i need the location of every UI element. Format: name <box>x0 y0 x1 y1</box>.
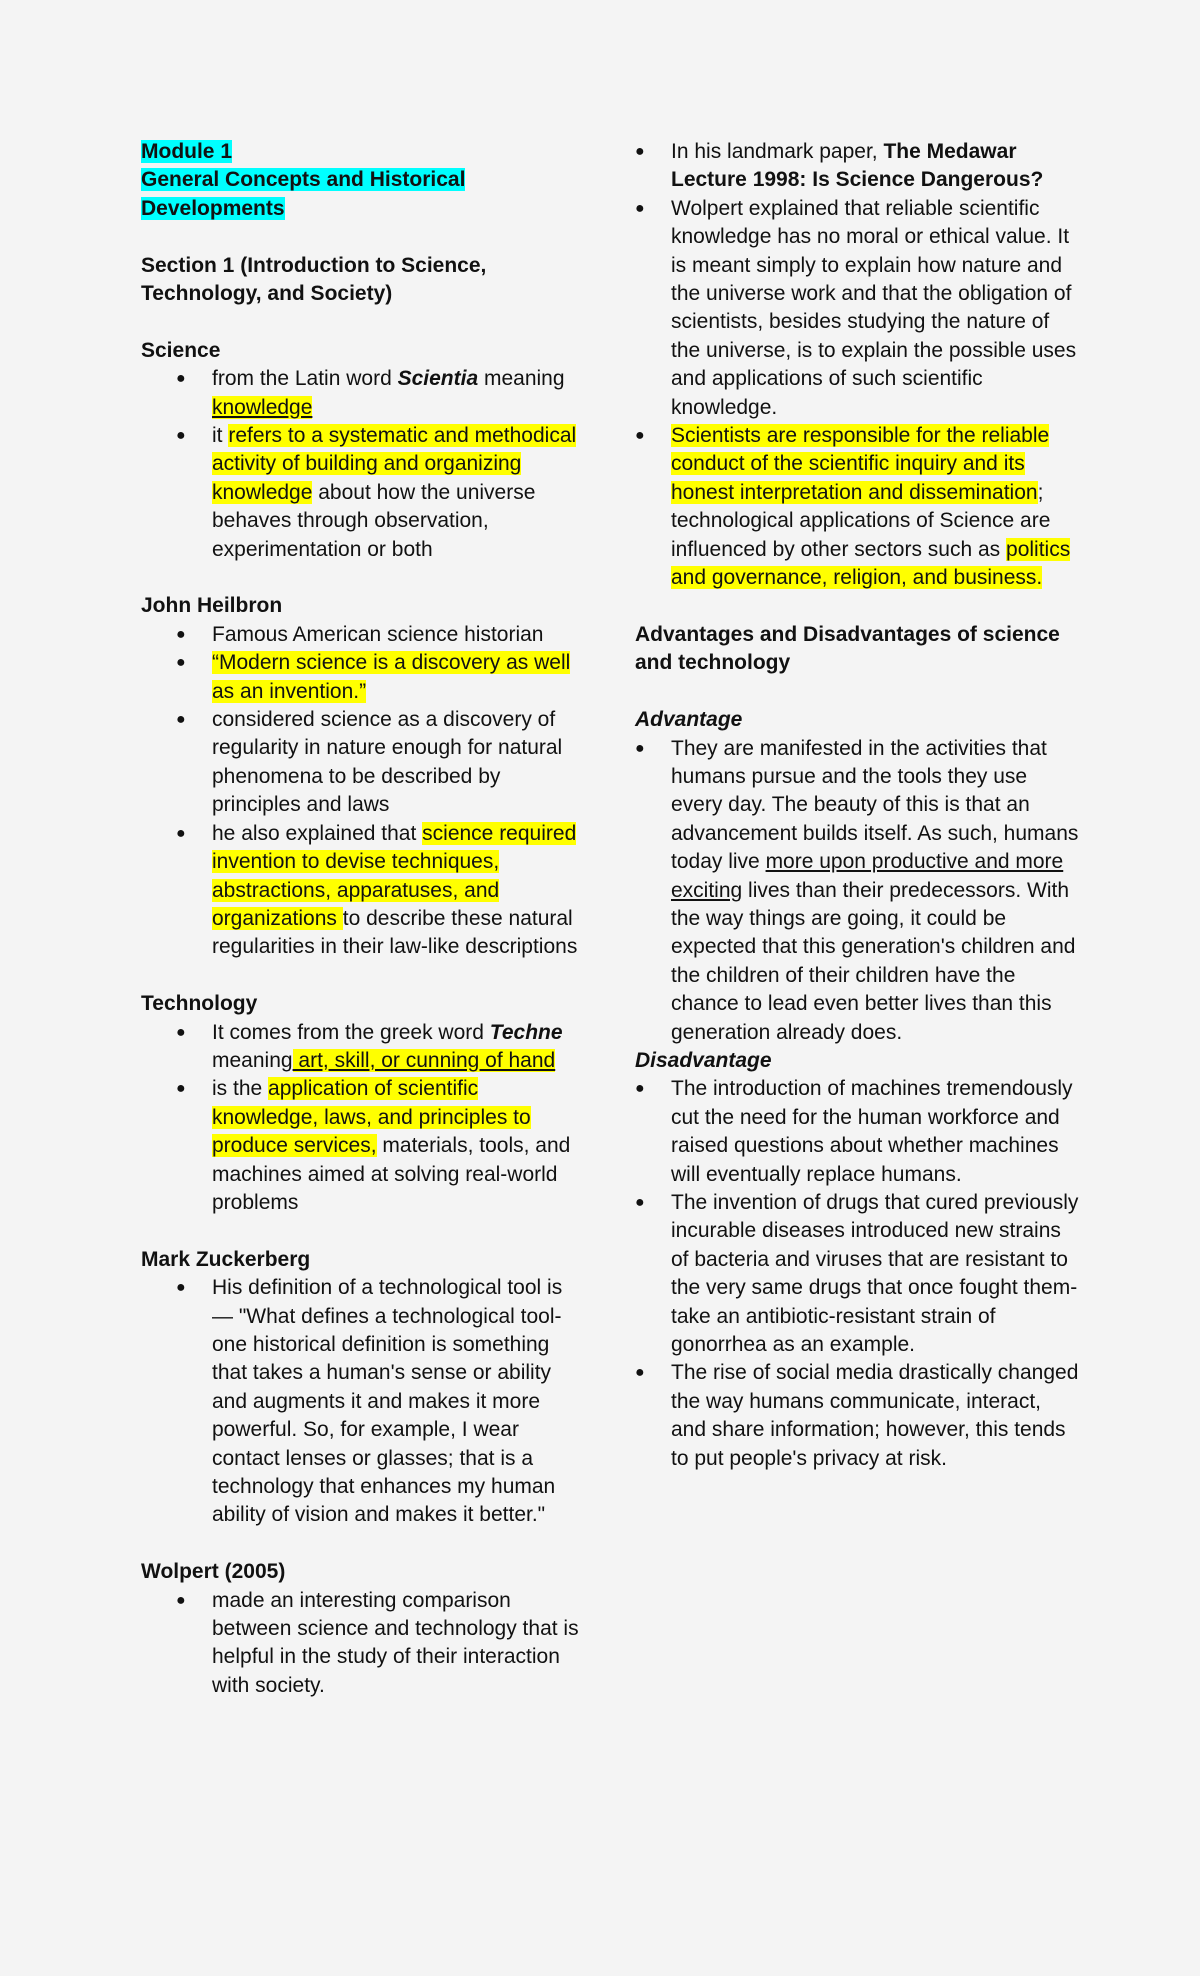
zuckerberg-list <box>141 1274 581 1530</box>
highlight: science required invention to devise techniques, abstractions, apparatuses, and organizations <box>212 821 577 930</box>
technology-list <box>141 1019 581 1218</box>
disadvantage-label: Disadvantage <box>635 1048 772 1072</box>
wolpert-list <box>141 1587 581 1701</box>
right-column <box>635 138 1080 1473</box>
highlight: Scientists are responsible for the reliable conduct of the scientific inquiry and its honest interpretation and dissemination <box>671 424 1050 504</box>
text: It comes from the greek word <box>212 1020 490 1044</box>
scientia-term: Scientia <box>397 367 479 391</box>
list-item: ● His definition of a technological tool is— "What defines a technological tool-one historical definition is something that takes a human's sense or ability and augments it and makes it more powerful. So, for example, I wear contact lenses or glasses; that is a technology that enhances my human ability of vision and makes it better." <box>141 1274 581 1530</box>
text: In his landmark paper, <box>671 140 884 163</box>
techne-term: Techne <box>489 1020 563 1044</box>
heilbron-heading: John Heilbron <box>141 594 283 618</box>
knowledge-term: knowledge <box>212 395 313 419</box>
list-item <box>141 820 581 962</box>
science-list <box>141 365 581 564</box>
text: from the Latin word <box>212 367 398 391</box>
text: to describe these natural regularities in their law-like descriptions <box>212 906 578 959</box>
heilbron-list <box>141 621 581 962</box>
text: They are manifested in the activities that humans pursue and the tools they use every day. The beauty of this is that an advancement builds itself. As such, humans today live <box>671 736 1079 874</box>
list-item: ● Famous American science historian <box>141 621 581 649</box>
list-item: ● Wolpert explained that reliable scientific knowledge has no moral or ethical value. It is meant simply to explain how nature and the universe work and that the obligation of scientists, besides studying the nature of the universe, is to explain the possible uses and applications of such scientific knowledge. <box>600 195 1080 422</box>
wolpert-continued-list <box>600 138 1080 593</box>
list-item <box>141 649 581 706</box>
list-item <box>600 735 1080 1047</box>
list-item <box>600 422 1080 592</box>
zuckerberg-heading: Mark Zuckerberg <box>141 1247 311 1271</box>
module-title-line1: Module 1 <box>141 140 233 163</box>
highlight: application of scientific knowledge, laws, and principles to produce services, <box>212 1077 531 1158</box>
text: lives than their predecessors. With the way things are going, it could be expected that this generation's children and the children of their children have the chance to lead even better lives than this generation already does. <box>671 878 1076 1044</box>
text: meaning <box>478 367 565 391</box>
text: ; technological applications of Science are influenced by other sectors such as <box>671 480 1051 561</box>
wolpert-heading: Wolpert (2005) <box>141 1560 286 1584</box>
list-item <box>600 138 1080 195</box>
text: materials, tools, and machines aimed at solving real-world problems <box>212 1134 571 1214</box>
underlined-text: more upon productive and more exciting <box>671 850 1064 902</box>
text: meaning <box>212 1048 293 1072</box>
adv-disadv-heading: Advantages and Disadvantages of science and technology <box>635 622 1060 675</box>
medawar-title: The Medawar Lecture 1998: Is Science Dangerous? <box>671 140 1044 192</box>
list-item: ● The invention of drugs that cured previously incurable diseases introduced new strains of bacteria and viruses that are resistant to the very same drugs that once fought them-take an antibiotic-resistant strain of gonorrhea as an example. <box>600 1189 1080 1359</box>
module-title-line3: Developments <box>141 196 285 220</box>
list-item <box>141 365 581 422</box>
list-item: ● considered science as a discovery of regularity in nature enough for natural phenomena to be described by principles and laws <box>141 706 581 820</box>
list-item <box>141 422 581 564</box>
technology-heading: Technology <box>141 992 258 1016</box>
text: he also explained that <box>212 821 423 845</box>
left-column <box>141 138 581 1700</box>
list-item: ● The introduction of machines tremendously cut the need for the human workforce and raised questions about whether machines will eventually replace humans. <box>600 1075 1080 1189</box>
list-item <box>141 1019 581 1076</box>
advantage-label: Advantage <box>635 708 743 732</box>
module-title <box>141 138 581 223</box>
disadvantage-list <box>600 1075 1080 1473</box>
section-title: Section 1 (Introduction to Science, Technology, and Society) <box>141 253 487 306</box>
highlight: refers to a systematic and methodical activity of building and organizing knowledge <box>212 424 577 504</box>
text: it <box>212 424 229 448</box>
list-item: ● The rise of social media drastically changed the way humans communicate, interact, and share information; however, this tends to put people's privacy at risk. <box>600 1359 1080 1473</box>
quote-highlight: “Modern science is a discovery as well as an invention.” <box>212 651 571 703</box>
advantage-list <box>600 735 1080 1047</box>
highlight: politics and governance, religion, and business. <box>671 537 1071 590</box>
list-item: ● made an interesting comparison between science and technology that is helpful in the study of their interaction with society. <box>141 1587 581 1701</box>
science-heading: Science <box>141 338 221 362</box>
text: about how the universe behaves through observation, experimentation or both <box>212 480 536 561</box>
text: is the <box>212 1077 269 1101</box>
module-title-line2: General Concepts and Historical <box>141 168 466 192</box>
list-item <box>141 1075 581 1217</box>
highlight: art, skill, or cunning of hand <box>292 1048 556 1072</box>
